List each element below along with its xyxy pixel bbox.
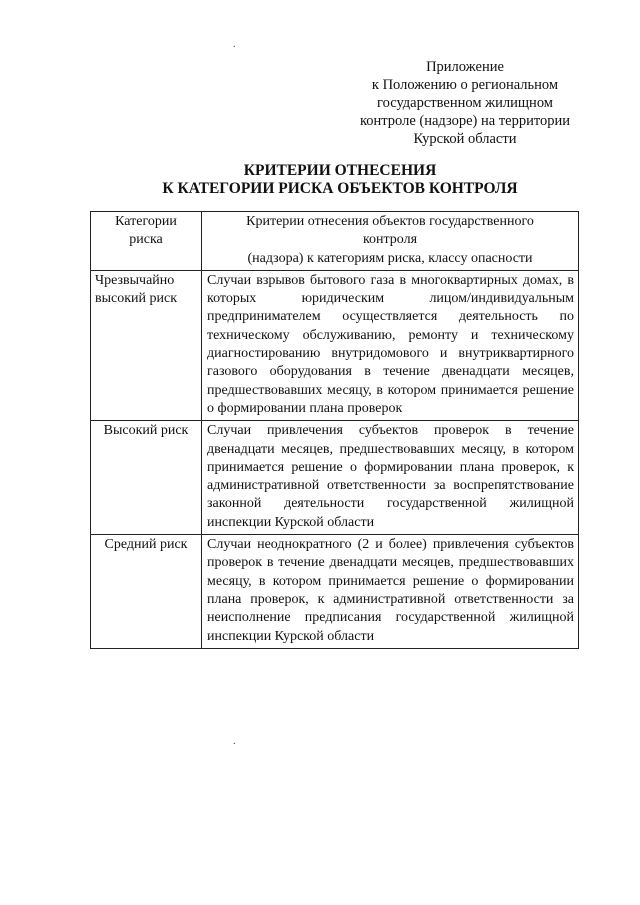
table-row: [91, 421, 579, 535]
appendix-line-1: Приложение: [426, 59, 504, 75]
category-cell: Чрезвычайно высокий риск: [91, 270, 202, 420]
appendix-line-2: к Положению о региональном: [371, 77, 559, 93]
title-line-1: КРИТЕРИИ ОТНЕСЕНИЯ: [243, 162, 437, 179]
appendix-line-5: Курской области: [413, 131, 517, 147]
header-category-line-1: Категории: [115, 214, 177, 229]
header-criteria-line-2: контроля: [362, 232, 418, 248]
risk-criteria-table: [90, 211, 579, 649]
header-criteria-line-1: Критерии отнесения объектов государственного: [246, 214, 534, 229]
scan-speck-bottom: .: [233, 736, 236, 747]
header-category-line-2: риска: [129, 232, 163, 248]
criteria-cell: Случаи взрывов бытового газа в многоквартирных домах, в которых юридическим лицом/индивидуальным предпринимателем осуществляется деятельность по техническому обслуживанию, ремонту и техническому диагностированию внутридомового и внутриквартирного газового оборудования в течение двенадцати месяцев, предшествовавших месяцу, в котором принимается решение о формировании плана проверок: [202, 270, 579, 420]
table-header-row: [91, 212, 579, 271]
document-title: [90, 162, 590, 198]
category-cell: Средний риск: [91, 535, 202, 649]
appendix-header: [340, 58, 590, 148]
table-row: [91, 270, 579, 420]
title-line-2: К КАТЕГОРИИ РИСКА ОБЪЕКТОВ КОНТРОЛЯ: [162, 180, 518, 197]
header-criteria-line-3: (надзора) к категориям риска, классу опасности: [247, 250, 533, 266]
category-cell: Высокий риск: [91, 421, 202, 535]
table-row: [91, 535, 579, 649]
header-criteria: [202, 212, 579, 271]
criteria-cell: Случаи неоднократного (2 и более) привлечения субъектов проверок в течение двенадцати месяцев, предшествовавших месяцу, в котором принимается решение о формировании плана проверок, к административной ответственности за неисполнение предписания государственной жилищной инспекции Курской области: [202, 535, 579, 649]
scan-speck-top: .: [233, 39, 236, 50]
appendix-line-4: контроле (надзоре) на территории: [359, 113, 571, 129]
appendix-line-3: государственном жилищном: [377, 95, 553, 111]
criteria-cell: Случаи привлечения субъектов проверок в течение двенадцати месяцев, предшествовавших месяцу, в котором принимается решение о формировании плана проверок, к административной ответственности за воспрепятствование законной деятельности государственной жилищной инспекции Курской области: [202, 421, 579, 535]
header-category: [91, 212, 202, 271]
